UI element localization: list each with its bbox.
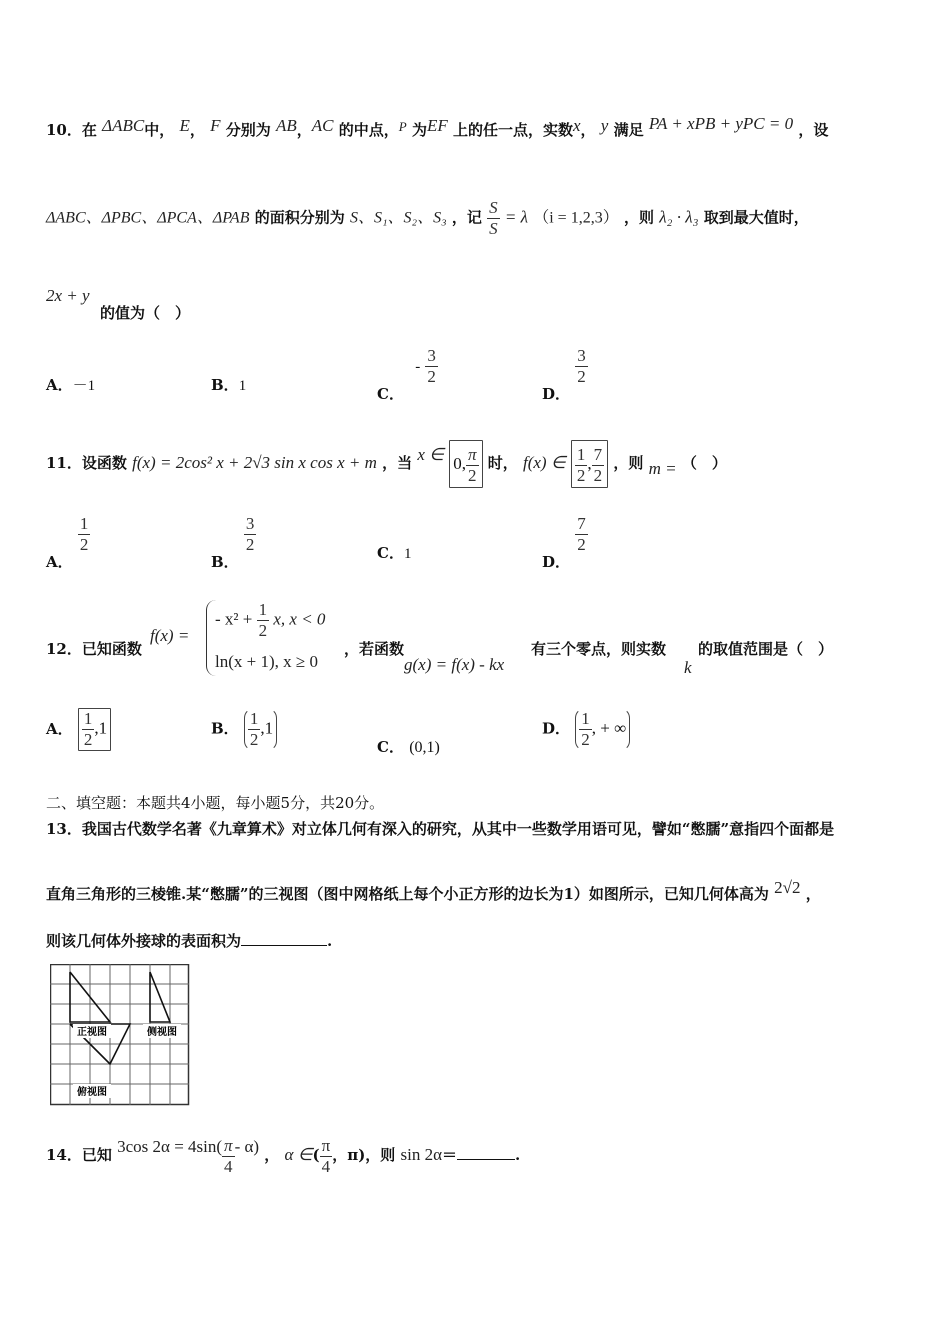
q14-equation: 3cos 2α = 4sin( bbox=[117, 1137, 223, 1156]
q14-answer-blank[interactable] bbox=[457, 1159, 515, 1160]
q14-stem: 14．已知 3cos 2α = 4sin( $\frac{\pi}{4}$ - α) ， α ∈( $\frac{\pi}{4}$ ，π)，则 sin 2α＝ . bbox=[46, 1135, 521, 1176]
q10-option-a[interactable]: A．－1 bbox=[46, 376, 96, 394]
area-list: S、S₁、S₂、S₃ bbox=[349, 209, 447, 227]
vector-equation: PA + xPB + yPC = 0 bbox=[648, 114, 794, 133]
q10-option-d[interactable]: D． $\frac{3}{2}$ bbox=[542, 346, 586, 403]
q13-answer-blank[interactable] bbox=[241, 945, 327, 946]
q11-option-c[interactable]: C．1 bbox=[377, 544, 412, 562]
q11-range-interval: $\frac{1}{2}$ , $\frac{7}{2}$ bbox=[571, 440, 608, 488]
triangles-list: ΔABC、ΔPBC、ΔPCA、ΔPAB bbox=[46, 209, 250, 227]
q10-line3 bbox=[46, 286, 90, 306]
q12-option-b[interactable]: B． $\frac{1}{2}$ ,1 bbox=[211, 708, 277, 751]
q13-line2: 直角三角形的三棱锥.某“憋臑”的三视图（图中网格纸上每个小正方形的边长为1）如图所示，已知几何体高为 2√2 ， bbox=[46, 878, 821, 903]
q12-option-c[interactable]: C． (0,1) bbox=[377, 738, 440, 756]
section-2-heading: 二、填空题：本题共4小题，每小题5分，共20分。 bbox=[46, 794, 385, 812]
q12-g-function: g(x) = f(x) - kx bbox=[404, 655, 505, 674]
area-ratio-fraction: $\frac{S}{S}$ bbox=[489, 198, 498, 238]
front-view-label: 正视图 bbox=[77, 1027, 107, 1038]
q12-option-a[interactable]: A． $\frac{1}{2}$ ,1 bbox=[46, 708, 111, 751]
q13-line3: 则该几何体外接球的表面积为 . bbox=[46, 932, 333, 950]
q12-stem: 12．已知函数 bbox=[46, 640, 142, 658]
q11-option-b[interactable]: B． $\frac{3}{2}$ bbox=[211, 514, 255, 571]
triangle-abc: ΔABC bbox=[102, 116, 145, 135]
q10-option-c[interactable]: C． - $\frac{3}{2}$ bbox=[377, 346, 436, 403]
three-view-figure bbox=[50, 964, 190, 1106]
q10-line2: ΔABC、ΔPBC、ΔPCA、ΔPAB 的面积分别为 S、S₁、S₂、S₃ ，记 $\frac{S}{S}$ = λ （i = 1,2,3） ，则 λ₂ · λ₃ 取到最大值时， bbox=[46, 198, 809, 238]
q12-option-d[interactable]: D． $\frac{1}{2}$ , + ∞ bbox=[542, 708, 630, 751]
q12-piecewise: - x² + $\frac{1}{2}$ x, x < 0 ln(x + 1), x ≥ 0 bbox=[206, 600, 337, 676]
top-view-label: 俯视图 bbox=[77, 1087, 107, 1098]
target-expression: 2x + y bbox=[46, 286, 90, 305]
q11-function: f(x) = 2cos² x + 2√3 sin x cos x + m bbox=[132, 453, 377, 472]
q11-option-d[interactable]: D． $\frac{7}{2}$ bbox=[542, 514, 586, 571]
q13-line1: 13．我国古代数学名著《九章算术》对立体几何有深入的研究，从其中一些数学用语可见，譬如“憋臑”意指四个面都是 bbox=[46, 820, 835, 838]
lambda-product: λ₂ · λ₃ bbox=[659, 207, 699, 227]
q10-line1: 10．在 ΔABC中， E， F 分别为 AB，AC 的中点，P 为EF 上的任一点，实数x， y 满足 PA + xPB + yPC = 0 ，设 bbox=[46, 114, 829, 139]
q11-stem: 11．设函数 f(x) = 2cos² x + 2√3 sin x cos x + m ，当 x ∈ 0, $\frac{\pi}{2}$ 时， f(x) ∈ $\frac{1}{2}$ , $\frac{7}{2}$ ，则 m = （ ） bbox=[46, 432, 727, 492]
q10-number: 10． bbox=[46, 121, 82, 139]
q11-option-a[interactable]: A． $\frac{1}{2}$ bbox=[46, 514, 89, 571]
q11-domain-interval: 0, $\frac{\pi}{2}$ bbox=[449, 440, 482, 488]
index-condition: （i = 1,2,3） bbox=[533, 209, 619, 227]
q10-option-b[interactable]: B．1 bbox=[211, 376, 247, 394]
q13-height: 2√2 bbox=[774, 878, 801, 897]
side-view-label: 侧视图 bbox=[147, 1027, 177, 1038]
